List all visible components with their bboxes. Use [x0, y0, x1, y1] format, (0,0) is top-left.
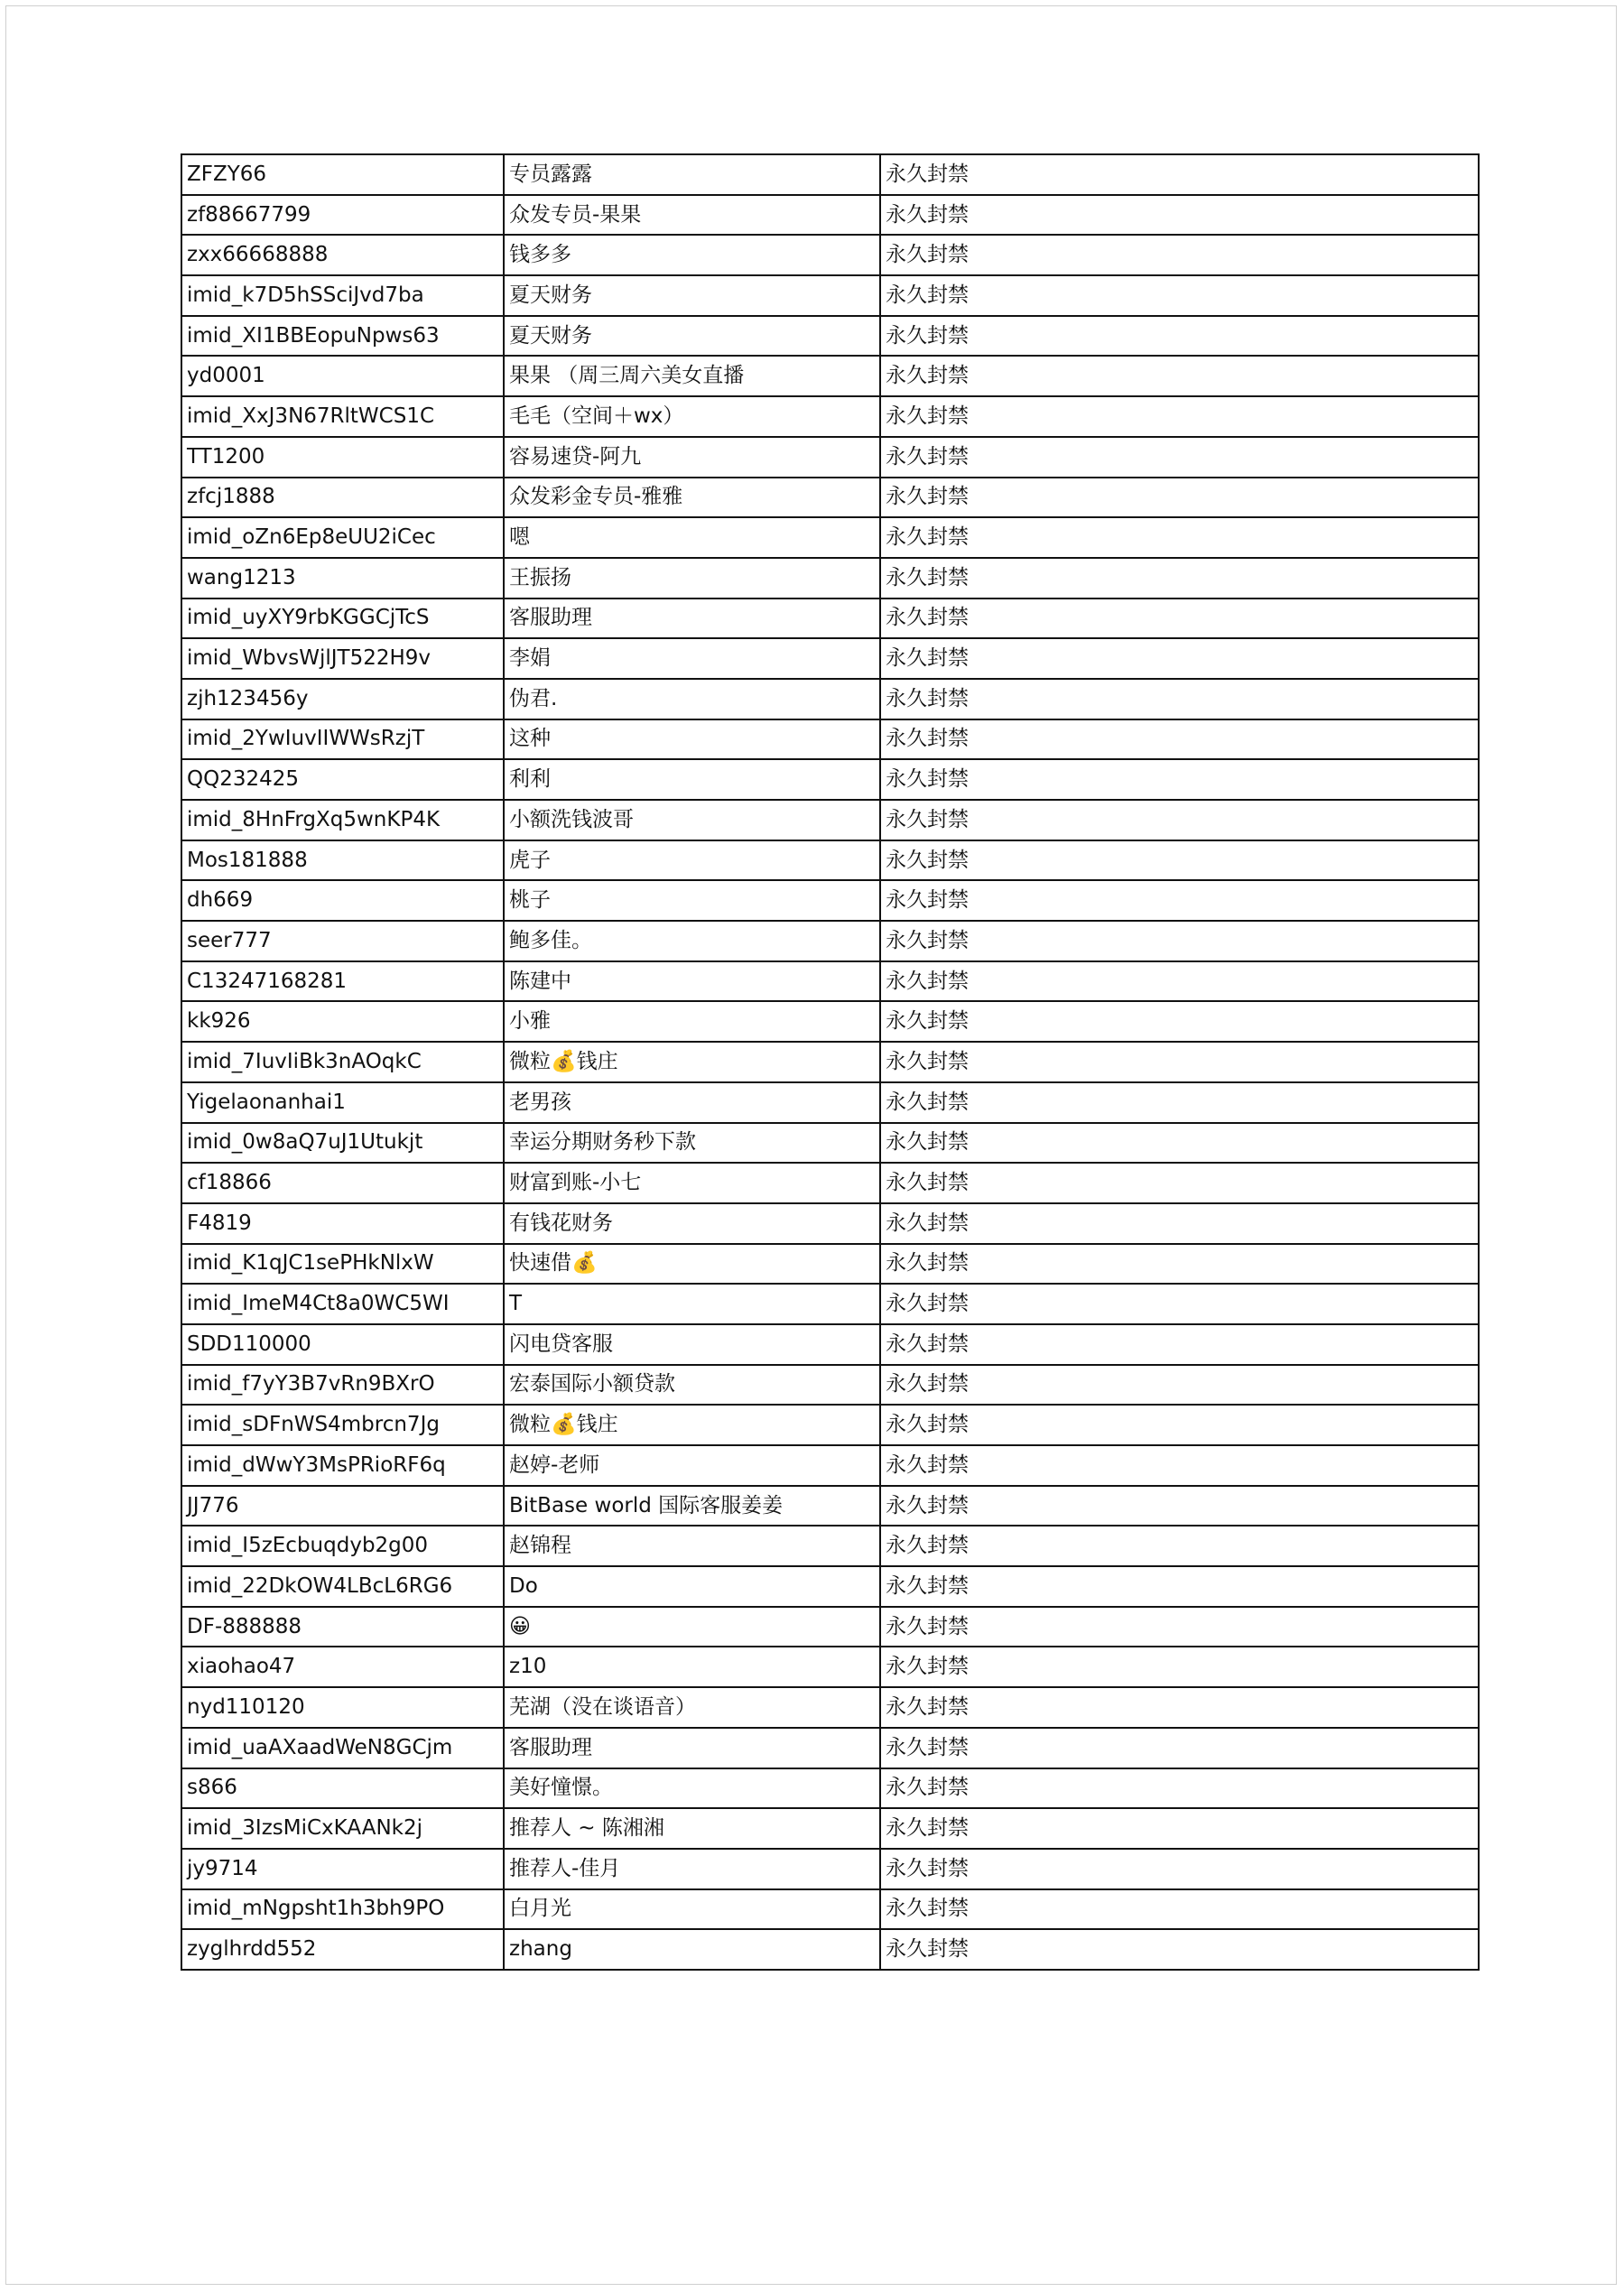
table-row [181, 1001, 1479, 1042]
ban-status-cell: 永久封禁 [880, 517, 1479, 558]
table-row [181, 1163, 1479, 1203]
ban-status-cell: 永久封禁 [880, 1163, 1479, 1203]
ban-status-cell: 永久封禁 [880, 558, 1479, 599]
account-id-cell: wang1213 [181, 558, 504, 599]
nickname-cell: zhang [504, 1929, 880, 1970]
account-id-cell: imid_dWwY3MsPRioRF6q [181, 1445, 504, 1486]
ban-status-cell: 永久封禁 [880, 1405, 1479, 1445]
nickname-cell: 微粒💰钱庄 [504, 1042, 880, 1082]
table-row [181, 1445, 1479, 1486]
nickname-cell: z10 [504, 1647, 880, 1687]
table-row [181, 679, 1479, 719]
ban-status-cell: 永久封禁 [880, 1607, 1479, 1647]
account-id-cell: imid_8HnFrgXq5wnKP4K [181, 800, 504, 840]
ban-status-cell: 永久封禁 [880, 1808, 1479, 1849]
nickname-cell: 夏天财务 [504, 275, 880, 316]
table-row [181, 1123, 1479, 1164]
nickname-cell: 美好憧憬。 [504, 1768, 880, 1809]
account-id-cell: imid_k7D5hSSciJvd7ba [181, 275, 504, 316]
ban-status-cell: 永久封禁 [880, 638, 1479, 679]
nickname-cell: 白月光 [504, 1889, 880, 1930]
account-id-cell: imid_XxJ3N67RltWCS1C [181, 396, 504, 437]
table-row [181, 1808, 1479, 1849]
ban-status-cell: 永久封禁 [880, 1203, 1479, 1244]
account-id-cell: imid_7IuvIiBk3nAOqkC [181, 1042, 504, 1082]
account-id-cell: zjh123456y [181, 679, 504, 719]
ban-status-cell: 永久封禁 [880, 1082, 1479, 1123]
nickname-cell: 嗯 [504, 517, 880, 558]
nickname-cell: 这种 [504, 719, 880, 760]
table-row [181, 759, 1479, 800]
account-id-cell: nyd110120 [181, 1687, 504, 1728]
nickname-cell: 鲍多佳。 [504, 921, 880, 961]
nickname-cell: 幸运分期财务秒下款 [504, 1123, 880, 1164]
nickname-cell: Do [504, 1566, 880, 1607]
table-row [181, 719, 1479, 760]
table-row [181, 1324, 1479, 1365]
account-id-cell: s866 [181, 1768, 504, 1809]
account-id-cell: yd0001 [181, 356, 504, 396]
ban-status-cell: 永久封禁 [880, 921, 1479, 961]
ban-status-cell: 永久封禁 [880, 1768, 1479, 1809]
nickname-cell: 客服助理 [504, 1728, 880, 1768]
account-id-cell: jy9714 [181, 1849, 504, 1889]
nickname-cell: 老男孩 [504, 1082, 880, 1123]
table-row [181, 275, 1479, 316]
table-row [181, 154, 1479, 195]
account-id-cell: imid_2YwIuvIIWWsRzjT [181, 719, 504, 760]
account-id-cell: zf88667799 [181, 195, 504, 236]
table-row [181, 840, 1479, 881]
table-row [181, 800, 1479, 840]
nickname-cell: 😀 [504, 1607, 880, 1647]
nickname-cell: 众发专员-果果 [504, 195, 880, 236]
ban-status-cell: 永久封禁 [880, 880, 1479, 921]
ban-status-cell: 永久封禁 [880, 195, 1479, 236]
nickname-cell: 专员露露 [504, 154, 880, 195]
table-row [181, 1849, 1479, 1889]
ban-status-cell: 永久封禁 [880, 1486, 1479, 1526]
table-row [181, 638, 1479, 679]
nickname-cell: 陈建中 [504, 961, 880, 1002]
table-row [181, 1042, 1479, 1082]
nickname-cell: 容易速贷-阿九 [504, 437, 880, 478]
ban-status-cell: 永久封禁 [880, 1001, 1479, 1042]
ban-status-cell: 永久封禁 [880, 1123, 1479, 1164]
account-id-cell: dh669 [181, 880, 504, 921]
ban-status-cell: 永久封禁 [880, 719, 1479, 760]
table-row [181, 1365, 1479, 1406]
account-id-cell: zyglhrdd552 [181, 1929, 504, 1970]
ban-status-cell: 永久封禁 [880, 1849, 1479, 1889]
ban-status-cell: 永久封禁 [880, 961, 1479, 1002]
table-row [181, 1687, 1479, 1728]
ban-status-cell: 永久封禁 [880, 437, 1479, 478]
account-id-cell: imid_uyXY9rbKGGCjTcS [181, 599, 504, 639]
ban-status-cell: 永久封禁 [880, 1687, 1479, 1728]
ban-status-cell: 永久封禁 [880, 1244, 1479, 1285]
table-row [181, 396, 1479, 437]
table-row [181, 235, 1479, 275]
table-row [181, 961, 1479, 1002]
table-row [181, 437, 1479, 478]
nickname-cell: 虎子 [504, 840, 880, 881]
nickname-cell: 夏天财务 [504, 316, 880, 357]
table-row [181, 195, 1479, 236]
ban-status-cell: 永久封禁 [880, 1445, 1479, 1486]
table-row [181, 1647, 1479, 1687]
table-row [181, 880, 1479, 921]
account-id-cell: QQ232425 [181, 759, 504, 800]
nickname-cell: T [504, 1284, 880, 1324]
table-row [181, 478, 1479, 518]
account-id-cell: zfcj1888 [181, 478, 504, 518]
account-id-cell: imid_XI1BBEopuNpws63 [181, 316, 504, 357]
ban-status-cell: 永久封禁 [880, 1526, 1479, 1566]
table-row [181, 1203, 1479, 1244]
ban-status-cell: 永久封禁 [880, 478, 1479, 518]
ban-status-cell: 永久封禁 [880, 356, 1479, 396]
ban-list-body [181, 154, 1479, 1970]
table-row [181, 558, 1479, 599]
ban-status-cell: 永久封禁 [880, 759, 1479, 800]
account-id-cell: kk926 [181, 1001, 504, 1042]
account-id-cell: C13247168281 [181, 961, 504, 1002]
nickname-cell: 财富到账-小七 [504, 1163, 880, 1203]
nickname-cell: 李娟 [504, 638, 880, 679]
nickname-cell: 伪君. [504, 679, 880, 719]
account-id-cell: imid_ImeM4Ct8a0WC5WI [181, 1284, 504, 1324]
ban-status-cell: 永久封禁 [880, 1728, 1479, 1768]
ban-status-cell: 永久封禁 [880, 1365, 1479, 1406]
account-id-cell: seer777 [181, 921, 504, 961]
account-id-cell: zxx66668888 [181, 235, 504, 275]
ban-status-cell: 永久封禁 [880, 275, 1479, 316]
nickname-cell: 赵锦程 [504, 1526, 880, 1566]
account-id-cell: imid_22DkOW4LBcL6RG6 [181, 1566, 504, 1607]
table-row [181, 1607, 1479, 1647]
ban-status-cell: 永久封禁 [880, 1566, 1479, 1607]
nickname-cell: 宏泰国际小额贷款 [504, 1365, 880, 1406]
table-row [181, 1768, 1479, 1809]
account-id-cell: imid_uaAXaadWeN8GCjm [181, 1728, 504, 1768]
account-id-cell: SDD110000 [181, 1324, 504, 1365]
table-row [181, 316, 1479, 357]
account-id-cell: TT1200 [181, 437, 504, 478]
account-id-cell: imid_I5zEcbuqdyb2g00 [181, 1526, 504, 1566]
table-row [181, 1284, 1479, 1324]
account-id-cell: JJ776 [181, 1486, 504, 1526]
account-id-cell: DF-888888 [181, 1607, 504, 1647]
ban-status-cell: 永久封禁 [880, 1929, 1479, 1970]
nickname-cell: 客服助理 [504, 599, 880, 639]
account-id-cell: xiaohao47 [181, 1647, 504, 1687]
table-row [181, 1728, 1479, 1768]
nickname-cell: 赵婷-老师 [504, 1445, 880, 1486]
table-row [181, 1526, 1479, 1566]
table-row [181, 1929, 1479, 1970]
table-row [181, 1889, 1479, 1930]
ban-status-cell: 永久封禁 [880, 154, 1479, 195]
ban-list-table [181, 153, 1480, 1971]
ban-status-cell: 永久封禁 [880, 679, 1479, 719]
account-id-cell: imid_3IzsMiCxKAANk2j [181, 1808, 504, 1849]
account-id-cell: Mos181888 [181, 840, 504, 881]
table-row [181, 921, 1479, 961]
ban-status-cell: 永久封禁 [880, 235, 1479, 275]
nickname-cell: 桃子 [504, 880, 880, 921]
table-row [181, 1244, 1479, 1285]
ban-status-cell: 永久封禁 [880, 1324, 1479, 1365]
table-row [181, 1405, 1479, 1445]
nickname-cell: 果果 （周三周六美女直播 [504, 356, 880, 396]
ban-status-cell: 永久封禁 [880, 1889, 1479, 1930]
account-id-cell: F4819 [181, 1203, 504, 1244]
nickname-cell: 小额洗钱波哥 [504, 800, 880, 840]
nickname-cell: 众发彩金专员-雅雅 [504, 478, 880, 518]
nickname-cell: 王振扬 [504, 558, 880, 599]
ban-status-cell: 永久封禁 [880, 840, 1479, 881]
table-row [181, 1566, 1479, 1607]
nickname-cell: 钱多多 [504, 235, 880, 275]
nickname-cell: 推荐人 ~ 陈湘湘 [504, 1808, 880, 1849]
ban-status-cell: 永久封禁 [880, 1042, 1479, 1082]
table-row [181, 599, 1479, 639]
account-id-cell: ZFZY66 [181, 154, 504, 195]
account-id-cell: imid_oZn6Ep8eUU2iCec [181, 517, 504, 558]
account-id-cell: imid_f7yY3B7vRn9BXrO [181, 1365, 504, 1406]
table-row [181, 356, 1479, 396]
ban-status-cell: 永久封禁 [880, 396, 1479, 437]
table-row [181, 1486, 1479, 1526]
table-row [181, 517, 1479, 558]
ban-status-cell: 永久封禁 [880, 316, 1479, 357]
nickname-cell: 推荐人-佳月 [504, 1849, 880, 1889]
ban-status-cell: 永久封禁 [880, 599, 1479, 639]
nickname-cell: 有钱花财务 [504, 1203, 880, 1244]
account-id-cell: cf18866 [181, 1163, 504, 1203]
nickname-cell: 芜湖（没在谈语音） [504, 1687, 880, 1728]
ban-status-cell: 永久封禁 [880, 1284, 1479, 1324]
account-id-cell: imid_mNgpsht1h3bh9PO [181, 1889, 504, 1930]
account-id-cell: Yigelaonanhai1 [181, 1082, 504, 1123]
nickname-cell: 闪电贷客服 [504, 1324, 880, 1365]
account-id-cell: imid_sDFnWS4mbrcn7Jg [181, 1405, 504, 1445]
account-id-cell: imid_WbvsWjlJT522H9v [181, 638, 504, 679]
account-id-cell: imid_K1qJC1sePHkNlxW [181, 1244, 504, 1285]
nickname-cell: 微粒💰钱庄 [504, 1405, 880, 1445]
nickname-cell: 快速借💰 [504, 1244, 880, 1285]
ban-status-cell: 永久封禁 [880, 800, 1479, 840]
account-id-cell: imid_0w8aQ7uJ1Utukjt [181, 1123, 504, 1164]
nickname-cell: 毛毛（空间＋wx） [504, 396, 880, 437]
table-row [181, 1082, 1479, 1123]
ban-status-cell: 永久封禁 [880, 1647, 1479, 1687]
nickname-cell: 利利 [504, 759, 880, 800]
nickname-cell: BitBase world 国际客服姜姜 [504, 1486, 880, 1526]
nickname-cell: 小雅 [504, 1001, 880, 1042]
